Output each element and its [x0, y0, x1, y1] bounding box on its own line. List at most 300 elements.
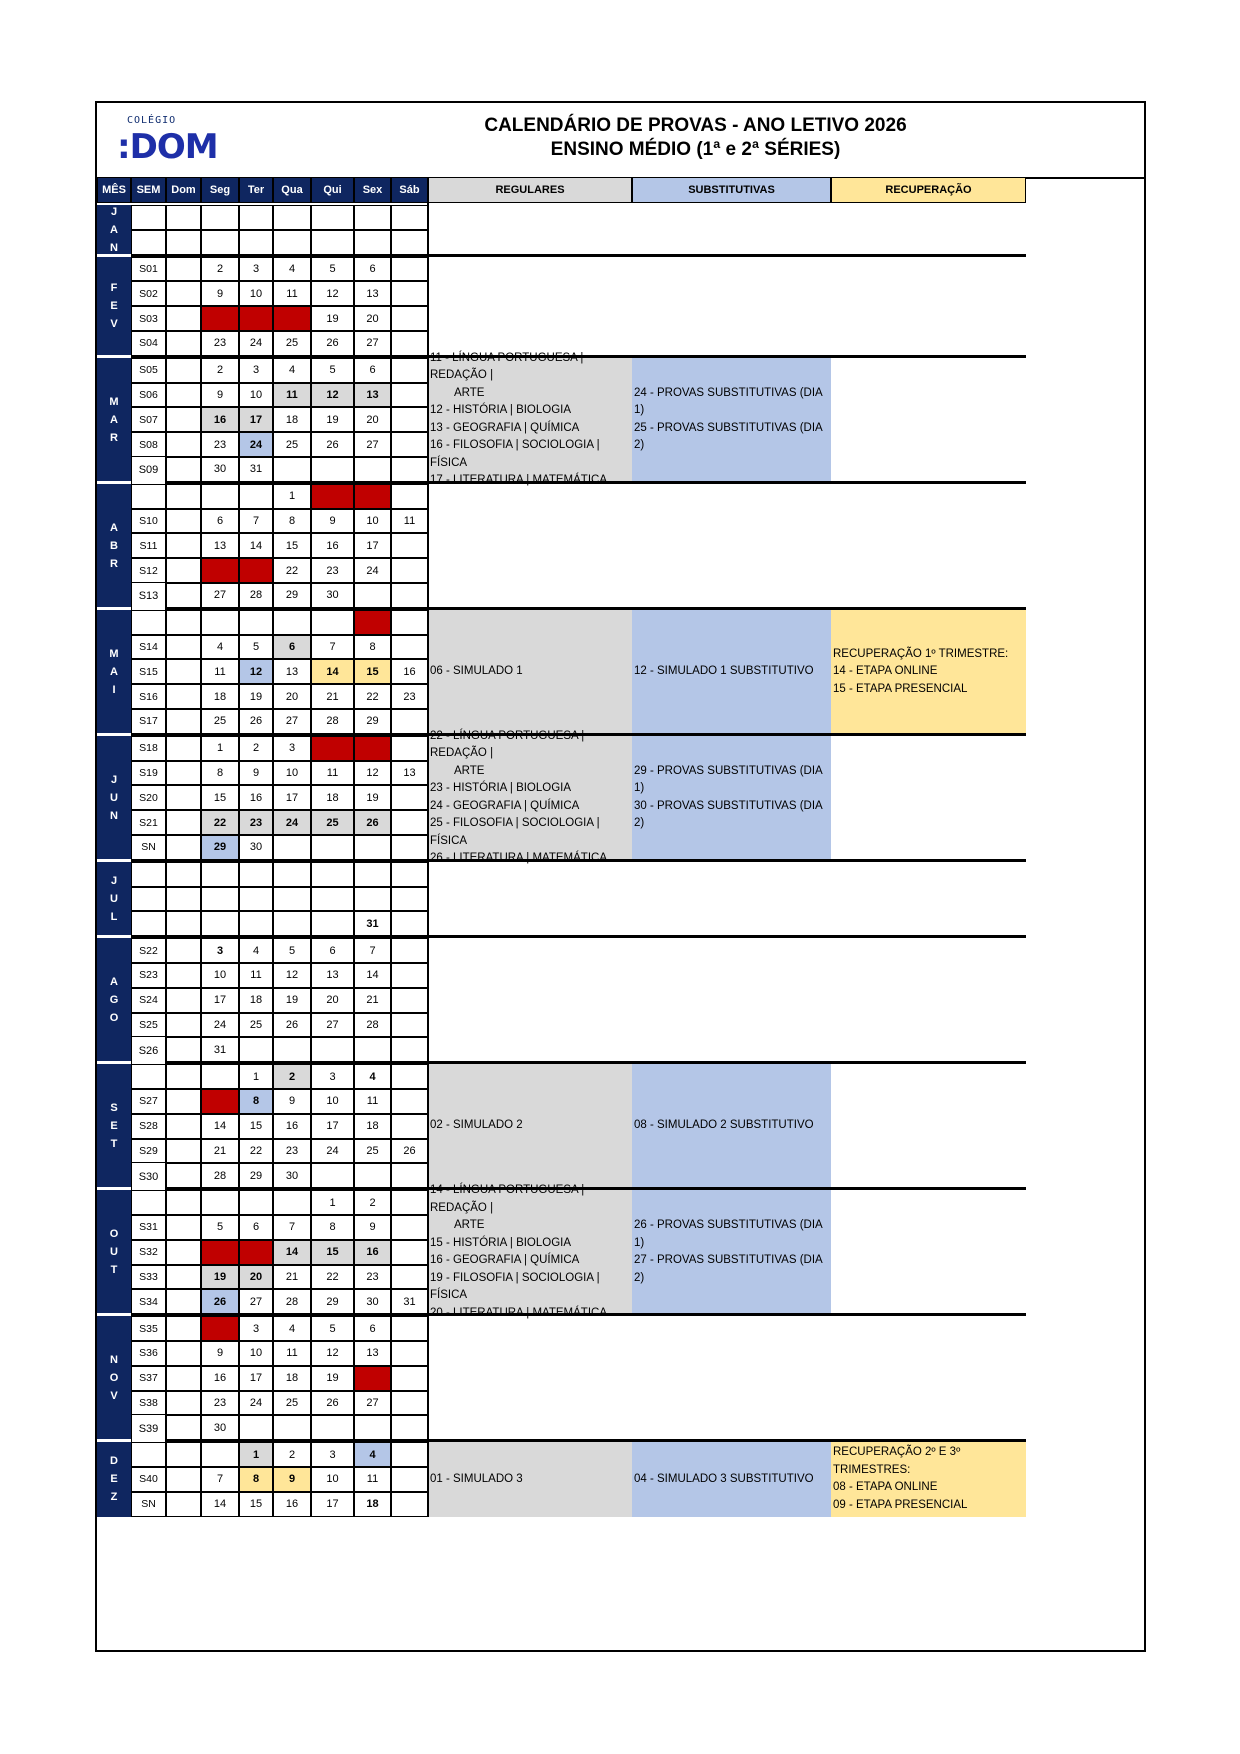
day-cell — [391, 257, 428, 282]
day-cell: 27 — [273, 709, 311, 734]
day-cell — [354, 835, 391, 860]
day-cell — [391, 635, 428, 660]
day-cell — [166, 281, 201, 306]
day-cell: 25 — [239, 1013, 273, 1038]
day-cell: 17 — [354, 533, 391, 558]
day-cell: 19 — [311, 306, 354, 331]
week-label — [131, 1190, 166, 1215]
week-label: S40 — [131, 1467, 166, 1492]
day-cell — [201, 306, 239, 331]
week-label: S24 — [131, 988, 166, 1013]
day-cell — [166, 230, 201, 255]
recuperacao-block — [831, 610, 1026, 734]
week-label: S34 — [131, 1289, 166, 1314]
day-cell: 4 — [273, 358, 311, 383]
day-cell: 28 — [201, 1163, 239, 1188]
regulares-line: 06 - SIMULADO 1 — [430, 665, 523, 678]
day-cell: 25 — [201, 709, 239, 734]
day-cell — [391, 736, 428, 761]
regulares-line: ARTE — [454, 764, 485, 777]
recuperacao-block — [831, 1064, 1026, 1188]
day-cell — [201, 911, 239, 936]
regulares-block — [428, 1064, 632, 1188]
day-cell — [166, 1265, 201, 1290]
day-cell — [273, 1190, 311, 1215]
day-cell — [391, 810, 428, 835]
day-cell: 19 — [354, 785, 391, 810]
month-letter: L — [110, 910, 118, 923]
day-cell — [201, 1064, 239, 1089]
day-cell — [201, 230, 239, 255]
day-cell — [201, 484, 239, 509]
day-cell — [166, 1492, 201, 1517]
day-cell: 28 — [311, 709, 354, 734]
month-letter: O — [109, 1012, 119, 1025]
day-cell — [391, 1415, 428, 1440]
day-cell: 16 — [311, 533, 354, 558]
week-label: S27 — [131, 1089, 166, 1114]
week-label — [131, 205, 166, 230]
day-cell: 20 — [239, 1265, 273, 1290]
day-cell — [166, 1190, 201, 1215]
day-cell — [391, 785, 428, 810]
day-cell: 7 — [311, 635, 354, 660]
week-label: S29 — [131, 1139, 166, 1164]
month-letter: J — [110, 874, 118, 887]
day-cell: 17 — [239, 1366, 273, 1391]
day-cell — [391, 281, 428, 306]
month-letter: A — [110, 223, 118, 236]
day-cell: 19 — [239, 684, 273, 709]
day-cell: 3 — [239, 257, 273, 282]
day-cell — [354, 583, 391, 608]
day-cell: 23 — [201, 432, 239, 457]
day-cell — [391, 484, 428, 509]
day-cell: 19 — [311, 407, 354, 432]
day-cell: 31 — [354, 911, 391, 936]
day-cell: 24 — [239, 331, 273, 356]
day-cell: 9 — [273, 1467, 311, 1492]
column-header-day: Qui — [311, 177, 354, 203]
week-label: S17 — [131, 709, 166, 734]
day-cell — [166, 331, 201, 356]
day-cell — [391, 1163, 428, 1188]
regulares-line: 24 - GEOGRAFIA | QUÍMICA — [430, 799, 580, 812]
week-label: S18 — [131, 736, 166, 761]
day-cell: 6 — [201, 509, 239, 534]
day-cell: 30 — [273, 1163, 311, 1188]
month-letter: F — [110, 282, 118, 295]
day-cell — [239, 1037, 273, 1062]
day-cell: 16 — [273, 1492, 311, 1517]
day-cell — [166, 963, 201, 988]
week-label: S21 — [131, 810, 166, 835]
day-cell — [354, 862, 391, 887]
substitutivas-line: 25 - PROVAS SUBSTITUTIVAS (DIA 2) — [634, 421, 823, 452]
day-cell: 4 — [273, 257, 311, 282]
day-cell: 13 — [391, 761, 428, 786]
day-cell: 24 — [239, 1391, 273, 1416]
day-cell: 17 — [239, 407, 273, 432]
day-cell — [166, 1391, 201, 1416]
day-cell — [166, 785, 201, 810]
month-letter: R — [110, 557, 118, 570]
day-cell — [239, 1415, 273, 1440]
day-cell: 5 — [311, 1316, 354, 1341]
day-cell — [354, 887, 391, 912]
day-cell: 13 — [311, 963, 354, 988]
month-label — [97, 1190, 131, 1314]
day-cell — [166, 835, 201, 860]
substitutivas-block — [632, 358, 831, 482]
week-label: S03 — [131, 306, 166, 331]
month-letter: O — [109, 1228, 119, 1241]
regulares-block — [428, 1442, 632, 1516]
week-label-straddle: S13 — [131, 583, 166, 610]
day-cell — [239, 558, 273, 583]
day-cell: 3 — [311, 1064, 354, 1089]
regulares-line: 15 - HISTÓRIA | BIOLOGIA — [430, 1236, 572, 1249]
day-cell — [273, 610, 311, 635]
day-cell: 8 — [311, 1215, 354, 1240]
day-cell: 9 — [239, 761, 273, 786]
day-cell — [239, 887, 273, 912]
day-cell — [311, 835, 354, 860]
day-cell: 9 — [201, 1341, 239, 1366]
week-label — [131, 1064, 166, 1089]
day-cell: 25 — [311, 810, 354, 835]
day-cell: 1 — [239, 1442, 273, 1467]
day-cell: 20 — [354, 407, 391, 432]
day-cell: 6 — [354, 257, 391, 282]
day-cell: 5 — [311, 257, 354, 282]
month-label — [97, 610, 131, 734]
day-cell: 18 — [239, 988, 273, 1013]
page-title — [397, 114, 994, 162]
week-label: S02 — [131, 281, 166, 306]
day-cell — [166, 484, 201, 509]
day-cell: 10 — [311, 1467, 354, 1492]
day-cell — [391, 988, 428, 1013]
regulares-line: ARTE — [454, 386, 485, 399]
day-cell — [166, 1289, 201, 1314]
day-cell — [166, 761, 201, 786]
week-label-straddle: S39 — [131, 1415, 166, 1442]
recuperacao-line: 08 - ETAPA ONLINE — [833, 1481, 938, 1494]
week-label: S37 — [131, 1366, 166, 1391]
day-cell: 10 — [354, 509, 391, 534]
day-cell: 15 — [273, 533, 311, 558]
week-label: S28 — [131, 1114, 166, 1139]
day-cell — [239, 306, 273, 331]
day-cell — [354, 484, 391, 509]
day-cell: 9 — [201, 383, 239, 408]
month-letter: D — [110, 1455, 118, 1468]
title-line-1: CALENDÁRIO DE PROVAS - ANO LETIVO 2026 — [484, 115, 907, 136]
day-cell: 30 — [239, 835, 273, 860]
week-label: S08 — [131, 432, 166, 457]
column-header-recuperacao: RECUPERAÇÃO — [831, 177, 1026, 203]
month-letter: T — [110, 1138, 118, 1151]
recuperacao-block — [831, 1442, 1026, 1516]
week-label: S06 — [131, 383, 166, 408]
day-cell — [311, 484, 354, 509]
day-cell: 2 — [239, 736, 273, 761]
day-cell — [166, 635, 201, 660]
day-cell — [391, 1366, 428, 1391]
day-cell — [311, 1037, 354, 1062]
day-cell: 28 — [354, 1013, 391, 1038]
week-label — [131, 1442, 166, 1467]
day-cell — [166, 938, 201, 963]
day-cell: 14 — [201, 1114, 239, 1139]
day-cell: 22 — [239, 1139, 273, 1164]
day-cell: 7 — [273, 1215, 311, 1240]
day-cell: 8 — [201, 761, 239, 786]
day-cell: 25 — [354, 1139, 391, 1164]
day-cell: 10 — [239, 1341, 273, 1366]
day-cell: 13 — [354, 281, 391, 306]
day-cell — [391, 911, 428, 936]
day-cell — [354, 736, 391, 761]
day-cell — [166, 306, 201, 331]
day-cell — [391, 1215, 428, 1240]
day-cell: 17 — [201, 988, 239, 1013]
day-cell — [166, 1215, 201, 1240]
day-cell — [166, 1442, 201, 1467]
column-header-substitutivas: SUBSTITUTIVAS — [632, 177, 831, 203]
day-cell — [273, 835, 311, 860]
school-logo — [117, 113, 227, 165]
day-cell — [239, 484, 273, 509]
month-letter: N — [110, 1354, 118, 1367]
day-cell — [391, 533, 428, 558]
day-cell: 23 — [391, 684, 428, 709]
day-cell — [166, 1467, 201, 1492]
day-cell: 31 — [239, 457, 273, 482]
day-cell — [391, 1442, 428, 1467]
month-letter: N — [110, 241, 118, 254]
column-header-day: Sex — [354, 177, 391, 203]
month-letter: B — [110, 539, 118, 552]
day-cell: 11 — [354, 1467, 391, 1492]
day-cell: 23 — [311, 558, 354, 583]
week-label: S14 — [131, 635, 166, 660]
day-cell: 10 — [239, 383, 273, 408]
day-cell: 17 — [273, 785, 311, 810]
column-header-mes: MÊS — [97, 177, 131, 203]
day-cell: 31 — [391, 1289, 428, 1314]
month-label — [97, 358, 131, 482]
day-cell — [354, 457, 391, 482]
day-cell — [239, 230, 273, 255]
month-letter: I — [112, 683, 116, 696]
day-cell: 24 — [354, 558, 391, 583]
day-cell: 25 — [273, 432, 311, 457]
day-cell: 4 — [354, 1064, 391, 1089]
day-cell: 14 — [311, 659, 354, 684]
substitutivas-block — [632, 1442, 831, 1516]
day-cell — [166, 358, 201, 383]
day-cell — [166, 583, 201, 608]
week-label: S01 — [131, 257, 166, 282]
day-cell — [311, 736, 354, 761]
day-cell: 29 — [273, 583, 311, 608]
regulares-line: 12 - HISTÓRIA | BIOLOGIA — [430, 404, 572, 417]
day-cell — [166, 383, 201, 408]
day-cell: 8 — [354, 635, 391, 660]
day-cell: 16 — [201, 407, 239, 432]
day-cell — [239, 1240, 273, 1265]
day-cell: 15 — [239, 1492, 273, 1517]
day-cell — [354, 1037, 391, 1062]
day-cell: 27 — [354, 1391, 391, 1416]
week-label: S31 — [131, 1215, 166, 1240]
day-cell — [391, 938, 428, 963]
month-letter: E — [110, 1473, 118, 1486]
substitutivas-line: 12 - SIMULADO 1 SUBSTITUTIVO — [634, 665, 814, 678]
month-letter: N — [110, 809, 118, 822]
day-cell: 11 — [354, 1089, 391, 1114]
week-label — [131, 230, 166, 255]
day-cell: 2 — [201, 358, 239, 383]
regulares-line: 16 - FILOSOFIA | SOCIOLOGIA | FÍSICA — [430, 439, 600, 469]
day-cell: 10 — [239, 281, 273, 306]
day-cell — [391, 1013, 428, 1038]
regulares-block — [428, 1184, 632, 1314]
day-cell — [166, 1037, 201, 1062]
month-letter: S — [110, 1102, 118, 1115]
day-cell — [354, 1163, 391, 1188]
month-letter: U — [110, 892, 118, 905]
day-cell — [239, 610, 273, 635]
day-cell — [354, 230, 391, 255]
day-cell: 25 — [273, 331, 311, 356]
month-letter: M — [109, 647, 119, 660]
day-cell: 20 — [354, 306, 391, 331]
day-cell — [166, 1240, 201, 1265]
week-label — [131, 610, 166, 635]
regulares-line: 01 - SIMULADO 3 — [430, 1472, 523, 1485]
day-cell: 11 — [239, 963, 273, 988]
day-cell: 22 — [201, 810, 239, 835]
column-header-sem: SEM — [131, 177, 166, 203]
day-cell: 11 — [391, 509, 428, 534]
week-label: S25 — [131, 1013, 166, 1038]
recuperacao-block — [831, 358, 1026, 482]
day-cell — [239, 205, 273, 230]
regulares-line: 25 - FILOSOFIA | SOCIOLOGIA | FÍSICA — [430, 817, 600, 847]
day-cell — [273, 230, 311, 255]
week-label: S22 — [131, 938, 166, 963]
day-cell: 6 — [311, 938, 354, 963]
regulares-line: 11 - LÍNGUA PORTUGUESA | REDAÇÃO | — [430, 351, 584, 382]
day-cell: 9 — [273, 1089, 311, 1114]
day-cell: 21 — [273, 1265, 311, 1290]
day-cell: 28 — [273, 1289, 311, 1314]
page-header — [97, 103, 1144, 179]
day-cell — [166, 1316, 201, 1341]
month-label — [97, 862, 131, 936]
day-cell: 23 — [273, 1139, 311, 1164]
day-cell: 22 — [273, 558, 311, 583]
day-cell — [354, 610, 391, 635]
day-cell — [166, 1139, 201, 1164]
day-cell — [391, 835, 428, 860]
day-cell: 27 — [354, 331, 391, 356]
day-cell — [201, 205, 239, 230]
day-cell — [166, 1114, 201, 1139]
day-cell: 12 — [311, 281, 354, 306]
day-cell — [273, 862, 311, 887]
day-cell — [391, 862, 428, 887]
day-cell: 11 — [273, 1341, 311, 1366]
month-letter: E — [110, 1120, 118, 1133]
day-cell — [166, 659, 201, 684]
day-cell: 27 — [239, 1289, 273, 1314]
day-cell: 21 — [311, 684, 354, 709]
day-cell — [201, 1442, 239, 1467]
substitutivas-line: 29 - PROVAS SUBSTITUTIVAS (DIA 1) — [634, 764, 823, 795]
day-cell: 18 — [354, 1114, 391, 1139]
day-cell — [166, 558, 201, 583]
month-letter: M — [109, 395, 119, 408]
day-cell — [166, 1415, 201, 1440]
day-cell — [311, 862, 354, 887]
day-cell: 6 — [354, 358, 391, 383]
recuperacao-line: RECUPERAÇÃO 2º E 3º TRIMESTRES: — [833, 1446, 961, 1476]
substitutivas-block — [632, 736, 831, 860]
regulares-line: 13 - GEOGRAFIA | QUÍMICA — [430, 421, 580, 434]
day-cell: 24 — [273, 810, 311, 835]
regulares-line: 22 - LÍNGUA PORTUGUESA | REDAÇÃO | — [430, 729, 585, 760]
day-cell: 24 — [311, 1139, 354, 1164]
day-cell — [391, 306, 428, 331]
day-cell: 23 — [201, 331, 239, 356]
day-cell: 30 — [201, 1415, 239, 1440]
day-cell — [166, 736, 201, 761]
day-cell: 21 — [354, 988, 391, 1013]
day-cell: 16 — [273, 1114, 311, 1139]
logo-small-text: COLÉGIO — [127, 115, 177, 126]
regulares-block — [428, 351, 632, 482]
day-cell: 26 — [273, 1013, 311, 1038]
day-cell: 1 — [201, 736, 239, 761]
regulares-line: 23 - HISTÓRIA | BIOLOGIA — [430, 782, 572, 795]
day-cell: 28 — [239, 583, 273, 608]
day-cell: 23 — [354, 1265, 391, 1290]
substitutivas-line: 08 - SIMULADO 2 SUBSTITUTIVO — [634, 1119, 814, 1132]
day-cell: 27 — [311, 1013, 354, 1038]
day-cell: 24 — [201, 1013, 239, 1038]
month-label — [97, 938, 131, 1062]
day-cell: 8 — [239, 1467, 273, 1492]
day-cell: 26 — [311, 1391, 354, 1416]
substitutivas-line: 30 - PROVAS SUBSTITUTIVAS (DIA 2) — [634, 799, 823, 830]
day-cell: 23 — [201, 1391, 239, 1416]
day-cell: 24 — [239, 432, 273, 457]
regulares-block — [428, 610, 632, 734]
day-cell — [273, 306, 311, 331]
day-cell — [391, 1391, 428, 1416]
day-cell: 27 — [201, 583, 239, 608]
day-cell — [391, 709, 428, 734]
week-label: S33 — [131, 1265, 166, 1290]
week-label: S05 — [131, 358, 166, 383]
day-cell: 14 — [201, 1492, 239, 1517]
day-cell: 27 — [354, 432, 391, 457]
day-cell — [391, 1240, 428, 1265]
